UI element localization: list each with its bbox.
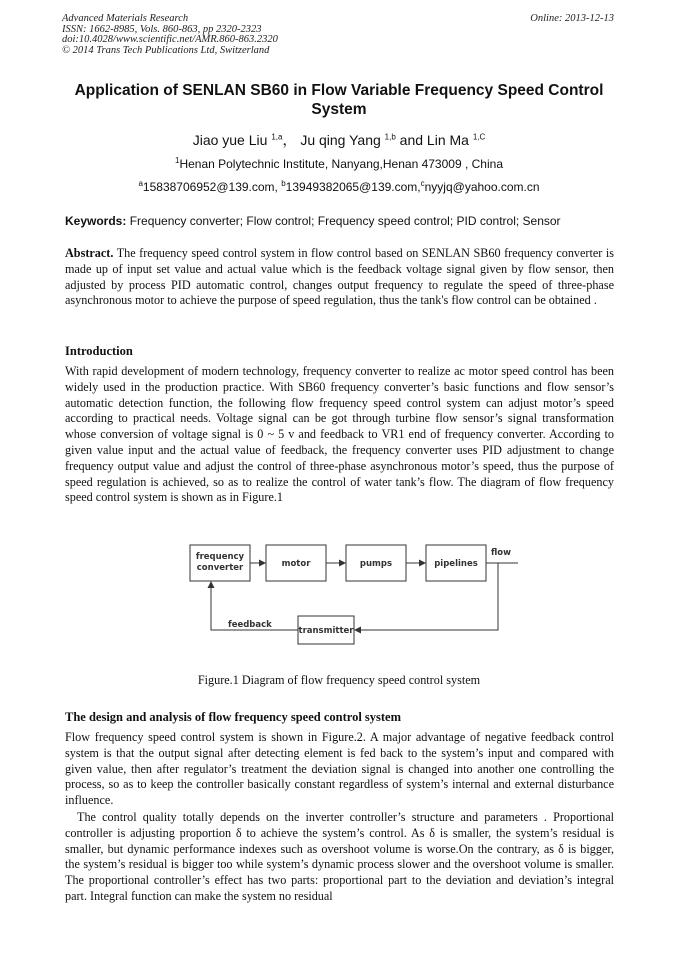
abstract <box>65 246 614 309</box>
motor-label: motor <box>281 559 311 569</box>
abstract-text: The frequency speed control system in flow control based on SENLAN SB60 frequency converter is made up of input set value and actual value which is the feedback voltage signal given by flow sensor, then adjusted by process PID automatic control, changes output frequency to regulate the speed of three-phase asynchronous motor to achieve the purpose of speed regulation, thus the tank's flow control can be obtained . <box>65 246 614 308</box>
pumps-label: pumps <box>359 559 393 569</box>
frequency-converter-label-1: frequency <box>195 552 245 562</box>
email-a: 15838706952@139.com, <box>142 180 282 194</box>
abstract-label: Abstract. <box>65 246 114 260</box>
section-2-paragraph-1: Flow frequency speed control system is shown in Figure.2. A major advantage of negative feedback control system is that the output signal after detecting element is fed back to the system’s input and compared with given value, then after regulator’s treatment the deviation signal is changed into another one controlling the process, so as to keep the controller basically constant regardless of system’s internal and external disturbance influence. <box>65 730 614 808</box>
email-c-sup: c <box>420 179 425 188</box>
figure-1-diagram <box>186 538 526 648</box>
keywords <box>65 214 561 228</box>
issn-line: ISSN: 1662-8985, Vols. 860-863, pp 2320-2323 <box>62 23 262 35</box>
feedback-label: feedback <box>228 620 272 630</box>
journal-header <box>62 14 278 56</box>
copyright-line: © 2014 Trans Tech Publications Ltd, Switzerland <box>62 44 270 56</box>
paper-title <box>40 81 638 119</box>
section-2-heading: The design and analysis of flow frequency speed control system <box>65 710 402 724</box>
author-and: and <box>395 132 427 148</box>
keywords-text: Frequency converter; Flow control; Frequency speed control; PID control; Sensor <box>126 214 561 228</box>
author-2-sup: 1,b <box>384 132 396 142</box>
affiliation-text: Henan Polytechnic Institute, Nanyang,Henan 473009 , China <box>179 157 503 171</box>
author-separator: ， <box>282 132 297 148</box>
intro-paragraph: With rapid development of modern technology, frequency converter to realize ac motor speed control has been widely used in the production practice. With SB60 frequency converter’s basic functions and flow sensor’s automatic detection function, the following flow frequency speed control system can adjust motor’s speed according to practical needs. Voltage signal can be got through turbine flow sensor’s signal transformation whose conversion of voltage signal is 0 ~ 5 v and feedback to VR1 end of frequency converter. According to given value input and the actual value of feedback, the frequency converter uses PID adjustment to change frequency output value and adjust the control of three-phase asynchronous motor’s speed, thus the purpose of speed regulation is achieved, so as to realize the control of water tank’s flow. The diagram of flow frequency speed control system is shown as in Figure.1 <box>65 364 614 505</box>
email-c: nyyjq@yahoo.com.cn <box>424 180 540 194</box>
frequency-converter-label-2: converter <box>196 563 244 573</box>
figure-1-caption: Figure.1 Diagram of flow frequency speed control system <box>197 673 481 687</box>
author-3: Lin Ma <box>426 132 473 148</box>
email-a-sup: a <box>138 179 143 188</box>
author-2: Ju qing Yang <box>300 132 385 148</box>
journal-name: Advanced Materials Research <box>62 13 189 24</box>
section-2-paragraph-2: The control quality totally depends on the inverter controller’s structure and parameters . Proportional controller is adjusting proportion δ to achieve the system’s control. As δ is smaller, the system’s residual is smaller, but dynamic performance indexes such as overshoot volume is worse.On the contrary, as δ is bigger, the system’s residual is bigger too while system’s dynamic process slower and the overshoot volume is smaller. The proportional controller’s effect has two parts: proportional part to the deviation and deviation’s integral part. Integral function can make the system no residual <box>65 810 614 903</box>
author-1: Jiao yue Liu <box>192 132 272 148</box>
pipelines-label: pipelines <box>434 559 478 569</box>
title-line-2: System <box>311 101 367 118</box>
title-line-1: Application of SENLAN SB60 in Flow Variable Frequency Speed Control <box>74 82 604 99</box>
affiliation-sup: 1 <box>174 156 180 165</box>
author-emails <box>0 180 678 194</box>
doi-line: doi:10.4028/www.scientific.net/AMR.860-863.2320 <box>62 34 278 46</box>
transmitter-label: transmitter <box>298 626 354 636</box>
online-date: Online: 2013-12-13 <box>530 13 614 24</box>
intro-heading: Introduction <box>65 344 133 358</box>
flow-label: flow <box>491 548 511 558</box>
affiliation <box>0 157 678 171</box>
author-list <box>0 130 678 150</box>
email-b-sup: b <box>281 179 286 188</box>
keywords-label: Keywords: <box>65 214 127 228</box>
email-b: 13949382065@139.com, <box>285 180 421 194</box>
author-1-sup: 1,a <box>271 132 283 142</box>
author-3-sup: 1,C <box>472 132 486 142</box>
